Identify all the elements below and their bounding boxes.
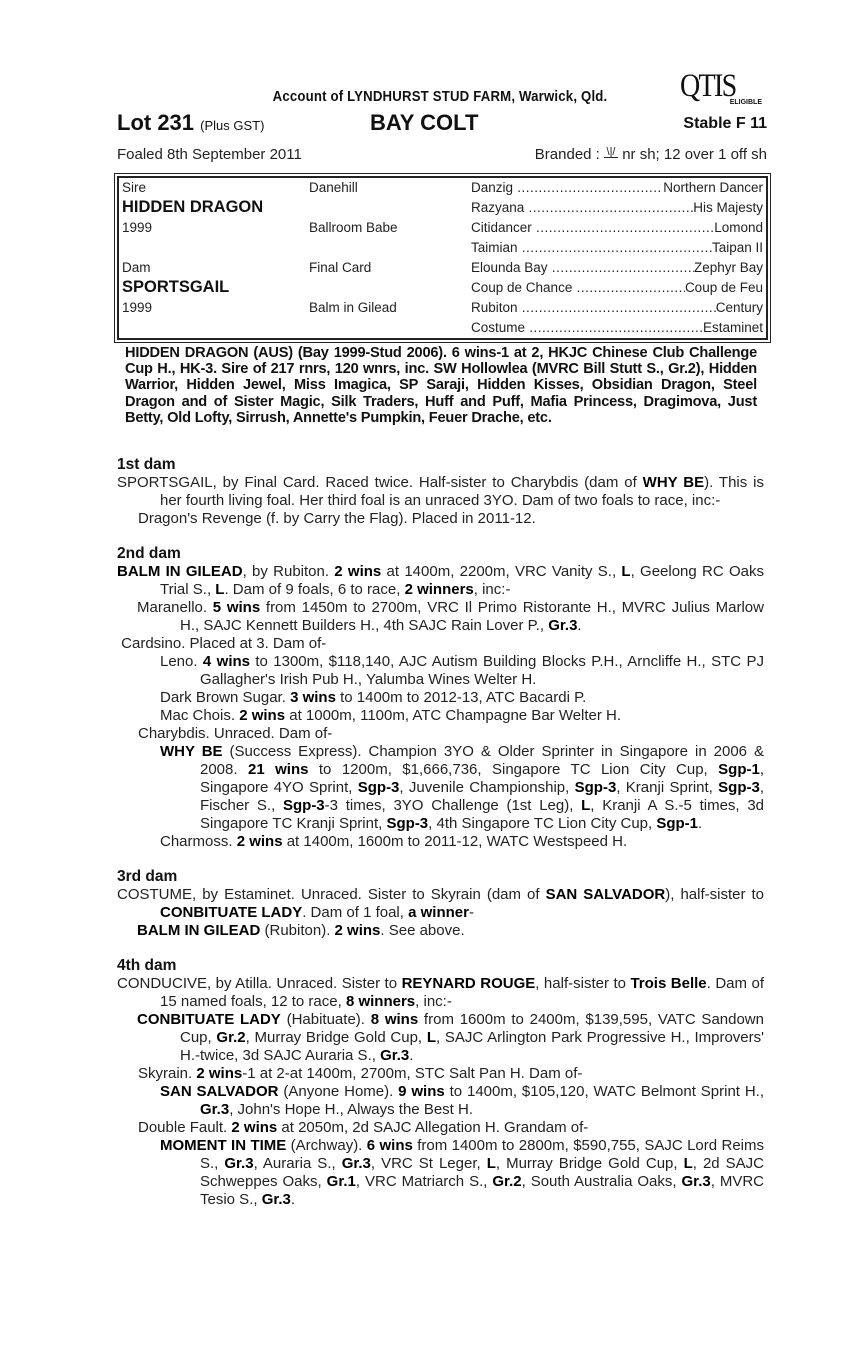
bold-text: Sgp-1 bbox=[718, 761, 760, 778]
bold-text: L bbox=[621, 563, 631, 580]
sire-name: HIDDEN DRAGON bbox=[122, 198, 264, 216]
great-grandsire-name: Taipan II bbox=[711, 240, 763, 255]
bold-text: 2 wins bbox=[334, 563, 382, 580]
text: from 1450m to 2700m, VRC Il Primo Ristorante H., MVRC Julius Marlow H., SAJC Kennett Builders H., 4th SAJC Rain Lover P., bbox=[180, 599, 764, 634]
dam-section bbox=[117, 545, 764, 851]
text: . Dam of 15 named foals, 12 to race, bbox=[160, 975, 764, 1010]
text: Double Fault. bbox=[138, 1119, 232, 1136]
dam-dam: Balm in Gilead bbox=[309, 300, 397, 315]
bold-text: WHY BE bbox=[160, 743, 223, 760]
gst-note: (Plus GST) bbox=[200, 118, 265, 133]
qtis-logo bbox=[680, 68, 766, 108]
bold-text: Gr.3 bbox=[224, 1155, 254, 1172]
qtis-logo-text: QTIS bbox=[680, 68, 736, 104]
text: at 1400m, 2200m, VRC Vanity S., bbox=[381, 563, 622, 580]
text: Leno. bbox=[160, 653, 203, 670]
grandparent-name: Razyana ..... bbox=[471, 200, 693, 215]
text: Mac Chois. bbox=[160, 707, 240, 724]
sire-label: Sire bbox=[122, 180, 147, 195]
pedigree-paragraph bbox=[117, 635, 764, 653]
great-grandsire-name: Coup de Feu bbox=[684, 280, 763, 295]
bold-text: 2 wins bbox=[236, 833, 283, 850]
section-heading: 3rd dam bbox=[117, 868, 178, 885]
text: , Kranji Sprint, bbox=[616, 779, 719, 796]
text: , Auraria S., bbox=[253, 1155, 342, 1172]
dam-name: SPORTSGAIL bbox=[122, 278, 230, 296]
text: , Geelong RC Oaks Trial S., bbox=[160, 563, 764, 598]
text: (Anyone Home). bbox=[278, 1083, 399, 1100]
section-heading: 1st dam bbox=[117, 456, 176, 473]
text: , Fischer S., bbox=[200, 779, 764, 814]
bold-text: L bbox=[486, 1155, 496, 1172]
bold-text: Sgp-3 bbox=[718, 779, 760, 796]
text: . See above. bbox=[380, 922, 465, 939]
bold-text: Sgp-3 bbox=[357, 779, 400, 796]
text: , VRC St Leger, bbox=[370, 1155, 487, 1172]
bold-text: MOMENT IN TIME bbox=[160, 1137, 287, 1154]
grandparent-row bbox=[471, 200, 763, 215]
bold-text: 8 winners bbox=[345, 993, 416, 1010]
sire-sire: Danehill bbox=[309, 180, 358, 195]
text: (Archway). bbox=[286, 1137, 367, 1154]
bold-text: L bbox=[581, 797, 591, 814]
bold-text: a winner bbox=[408, 904, 469, 921]
bold-text: Gr.2 bbox=[492, 1173, 522, 1190]
pedigree-paragraph bbox=[117, 1011, 764, 1065]
sire-notes: HIDDEN DRAGON (AUS) (Bay 1999-Stud 2006). 6 wins-1 at 2, HKJC Chinese Club Challenge Cup H., HK-3. Sire of 217 rnrs, 120 wnrs, inc. SW Hollowlea (MVRC Bill Stutt S., Gr.2), Hidden Warrior, Hidden Jewel, Miss Imagica, SP Saraji, Hidden Kisses, Obsidian Dragon, Steel Dragon and of Sister Magic, Silk Traders, Huff and Puff, Mafia Princess, Dragimova, Just Betty, Old Lofty, Sirrush, Annette's Pumpkin, Feuer Drache, etc. bbox=[125, 345, 757, 426]
pedigree-paragraph bbox=[117, 599, 764, 635]
pedigree-paragraph bbox=[117, 725, 764, 743]
great-grandsire-name: Zephyr Bay bbox=[693, 260, 763, 275]
stable-number: Stable F 11 bbox=[683, 115, 767, 132]
bold-text: Sgp-1 bbox=[656, 815, 699, 832]
pedigree-table bbox=[117, 176, 768, 340]
bold-text: Gr.2 bbox=[216, 1029, 246, 1046]
text: at 1000m, 1100m, ATC Champagne Bar Welter H. bbox=[285, 707, 622, 724]
text: . Dam of 9 foals, 6 to race, bbox=[224, 581, 405, 598]
text: (Habituate). bbox=[280, 1011, 371, 1028]
text: Charmoss. bbox=[160, 833, 237, 850]
great-grandsire-name: Estaminet bbox=[702, 320, 763, 335]
bold-text: Gr.3 bbox=[681, 1173, 711, 1190]
text: (Rubiton). bbox=[260, 922, 335, 939]
text: . bbox=[577, 617, 582, 634]
pedigree-paragraph bbox=[117, 653, 764, 689]
pedigree-paragraph bbox=[117, 833, 764, 851]
bold-text: 2 wins bbox=[196, 1065, 243, 1082]
bold-text: 21 wins bbox=[247, 761, 309, 778]
bold-text: 2 wins bbox=[231, 1119, 278, 1136]
pedigree-paragraph bbox=[117, 510, 764, 528]
text: , Juvenile Championship, bbox=[399, 779, 575, 796]
text: , Kranji A S.-5 times, 3d Singapore TC Kranji Sprint, bbox=[200, 797, 765, 832]
text: COSTUME, by Estaminet. Unraced. Sister to Skyrain (dam of bbox=[117, 886, 546, 903]
text: Dragon's Revenge (f. by Carry the Flag). Placed in 2011-12. bbox=[138, 510, 536, 527]
lot-number bbox=[117, 110, 264, 136]
bold-text: 3 wins bbox=[290, 689, 336, 706]
grandparent-row bbox=[471, 220, 763, 235]
dam-year: 1999 bbox=[122, 300, 153, 315]
great-grandsire-name: Northern Dancer bbox=[663, 180, 763, 195]
dam-section bbox=[117, 456, 764, 528]
dam-label: Dam bbox=[122, 260, 151, 275]
branded-label: Branded : bbox=[534, 146, 600, 163]
text: to 1400m to 2012-13, ATC Bacardi P. bbox=[335, 689, 587, 706]
pedigree-paragraph bbox=[117, 563, 764, 599]
bold-text: 5 wins bbox=[212, 599, 261, 616]
brand-mark-icon: \|/ bbox=[604, 147, 618, 158]
family-sections bbox=[117, 456, 764, 1226]
bold-text: Gr.3 bbox=[548, 617, 578, 634]
text: , inc:- bbox=[473, 581, 511, 598]
vendor-account: Account of LYNDHURST STUD FARM, Warwick, Qld. bbox=[272, 88, 608, 105]
bold-text: Gr.1 bbox=[326, 1173, 356, 1190]
grandparent-name: Taimian ..... bbox=[471, 240, 712, 255]
pedigree-paragraph bbox=[117, 1119, 764, 1137]
brand-info bbox=[535, 146, 767, 163]
text: Cardsino. Placed at 3. Dam of- bbox=[117, 635, 327, 652]
text: from 1400m to 2800m, $590,755, SAJC Lord Reims S., bbox=[200, 1137, 764, 1172]
text: , 2d SAJC Schweppes Oaks, bbox=[200, 1155, 764, 1190]
text: - bbox=[468, 904, 474, 921]
text: . bbox=[698, 815, 703, 832]
text: , 4th Singapore TC Lion City Cup, bbox=[428, 815, 657, 832]
bold-text: 2 wins bbox=[239, 707, 286, 724]
grandparent-name: Costume ..... bbox=[471, 320, 703, 335]
text: Maranello. bbox=[137, 599, 213, 616]
bold-text: Gr.3 bbox=[261, 1191, 291, 1208]
dam-section bbox=[117, 868, 764, 940]
text: . bbox=[290, 1191, 296, 1208]
grandparent-row bbox=[471, 180, 763, 195]
bold-text: L bbox=[215, 581, 225, 598]
grandparent-name: Rubiton ..... bbox=[471, 300, 716, 315]
bold-text: Sgp-3 bbox=[282, 797, 325, 814]
bold-text: Sgp-3 bbox=[574, 779, 617, 796]
bold-text: 4 wins bbox=[202, 653, 250, 670]
pedigree-paragraph bbox=[117, 975, 764, 1011]
text: at 2050m, 2d SAJC Allegation H. Grandam of- bbox=[277, 1119, 589, 1136]
bold-text: 2 wins bbox=[334, 922, 381, 939]
bold-text: Gr.3 bbox=[200, 1101, 230, 1118]
bold-text: 2 winners bbox=[404, 581, 474, 598]
text: Charybdis. Unraced. Dam of- bbox=[138, 725, 333, 742]
bold-text: CONBITUATE LADY bbox=[160, 904, 303, 921]
bold-text: Gr.3 bbox=[380, 1047, 410, 1064]
grandparent-row bbox=[471, 260, 763, 275]
bold-text: 8 wins bbox=[370, 1011, 419, 1028]
section-heading: 2nd dam bbox=[117, 545, 181, 562]
bold-text: 6 wins bbox=[366, 1137, 413, 1154]
pedigree-paragraph bbox=[117, 1065, 764, 1083]
bold-text: L bbox=[683, 1155, 693, 1172]
text: , South Australia Oaks, bbox=[521, 1173, 682, 1190]
grandparent-row bbox=[471, 280, 763, 295]
sire-dam: Ballroom Babe bbox=[309, 220, 398, 235]
text: , Murray Bridge Gold Cup, bbox=[245, 1029, 427, 1046]
lot-label: Lot 231 bbox=[117, 110, 195, 135]
pedigree-paragraph bbox=[117, 1083, 764, 1119]
grandparent-row bbox=[471, 300, 763, 315]
text: , MVRC Tesio S., bbox=[200, 1173, 764, 1208]
text: -1 at 2-at 1400m, 2700m, STC Salt Pan H. Dam of- bbox=[242, 1065, 583, 1082]
grandparent-name: Coup de Chance ..... bbox=[471, 280, 685, 295]
text: Skyrain. bbox=[138, 1065, 197, 1082]
bold-text: WHY BE bbox=[642, 474, 705, 491]
foaled-date: Foaled 8th September 2011 bbox=[117, 146, 302, 163]
text: ), half-sister to bbox=[665, 886, 765, 903]
text: . Dam of 1 foal, bbox=[302, 904, 409, 921]
text: . bbox=[409, 1047, 414, 1064]
bold-text: SAN SALVADOR bbox=[160, 1083, 279, 1100]
bold-text: Gr.3 bbox=[341, 1155, 371, 1172]
bold-text: BALM IN GILEAD bbox=[137, 922, 261, 939]
bold-text: SAN SALVADOR bbox=[545, 886, 666, 903]
great-grandsire-name: His Majesty bbox=[693, 200, 763, 215]
bold-text: REYNARD ROUGE bbox=[401, 975, 536, 992]
text: , Singapore 4YO Sprint, bbox=[200, 761, 764, 796]
great-grandsire-name: Lomond bbox=[714, 220, 763, 235]
text: , VRC Matriarch S., bbox=[355, 1173, 493, 1190]
text: to 1200m, $1,666,736, Singapore TC Lion City Cup, bbox=[308, 761, 719, 778]
text: CONDUCIVE, by Atilla. Unraced. Sister to bbox=[117, 975, 402, 992]
section-heading: 4th dam bbox=[117, 957, 177, 974]
grandparent-name: Citidancer ..... bbox=[471, 220, 714, 235]
dam-section bbox=[117, 957, 764, 1209]
text: , inc:- bbox=[415, 993, 452, 1010]
grandparent-name: Danzig ..... bbox=[471, 180, 663, 195]
text: , half-sister to bbox=[535, 975, 631, 992]
text: -3 times, 3YO Challenge (1st Leg), bbox=[324, 797, 582, 814]
pedigree-paragraph bbox=[117, 689, 764, 707]
text: , Murray Bridge Gold Cup, bbox=[495, 1155, 684, 1172]
bold-text: Trois Belle bbox=[630, 975, 707, 992]
pedigree-paragraph bbox=[117, 922, 764, 940]
text: , John's Hope H., Always the Best H. bbox=[229, 1101, 473, 1118]
pedigree-paragraph bbox=[117, 474, 764, 510]
grandparent-row bbox=[471, 240, 763, 255]
text: to 1300m, $118,140, AJC Autism Building Blocks P.H., Arncliffe H., STC PJ Gallagher's Irish Pub H., Yalumba Wines Welter H. bbox=[200, 653, 764, 688]
pedigree-paragraph bbox=[117, 707, 764, 725]
branded-text: nr sh; 12 over 1 off sh bbox=[622, 146, 767, 163]
grandparent-name: Elounda Bay ..... bbox=[471, 260, 694, 275]
horse-description: BAY COLT bbox=[370, 110, 479, 135]
qtis-logo-sub: ELIGIBLE bbox=[729, 99, 762, 106]
bold-text: BALM IN GILEAD bbox=[117, 563, 243, 580]
text: (Success Express). Champion 3YO & Older Sprinter in Singapore in 2006 & 2008. bbox=[200, 743, 764, 778]
text: , by Rubiton. bbox=[242, 563, 335, 580]
grandparent-row bbox=[471, 320, 763, 335]
pedigree-paragraph bbox=[117, 886, 764, 922]
bold-text: L bbox=[426, 1029, 436, 1046]
pedigree-paragraph bbox=[117, 1137, 764, 1209]
text: to 1400m, $105,120, WATC Belmont Sprint H., bbox=[444, 1083, 765, 1100]
bold-text: Sgp-3 bbox=[386, 815, 429, 832]
great-grandsire-name: Century bbox=[715, 300, 763, 315]
text: from 1600m to 2400m, $139,595, VATC Sandown Cup, bbox=[180, 1011, 764, 1046]
text: ). This is her fourth living foal. Her third foal is an unraced 3YO. Dam of two foals to race, inc:- bbox=[160, 474, 764, 509]
text: SPORTSGAIL, by Final Card. Raced twice. Half-sister to Charybdis (dam of bbox=[117, 474, 643, 491]
bold-text: 9 wins bbox=[398, 1083, 445, 1100]
dam-sire: Final Card bbox=[309, 260, 372, 275]
lot-row bbox=[117, 110, 767, 140]
text: Dark Brown Sugar. bbox=[160, 689, 291, 706]
sire-year: 1999 bbox=[122, 220, 153, 235]
bold-text: CONBITUATE LADY bbox=[137, 1011, 281, 1028]
text: , SAJC Arlington Park Progressive H., Improvers' H.-twice, 3d SAJC Auraria S., bbox=[180, 1029, 765, 1064]
pedigree-paragraph bbox=[117, 743, 764, 833]
text: at 1400m, 1600m to 2011-12, WATC Westspeed H. bbox=[282, 833, 628, 850]
